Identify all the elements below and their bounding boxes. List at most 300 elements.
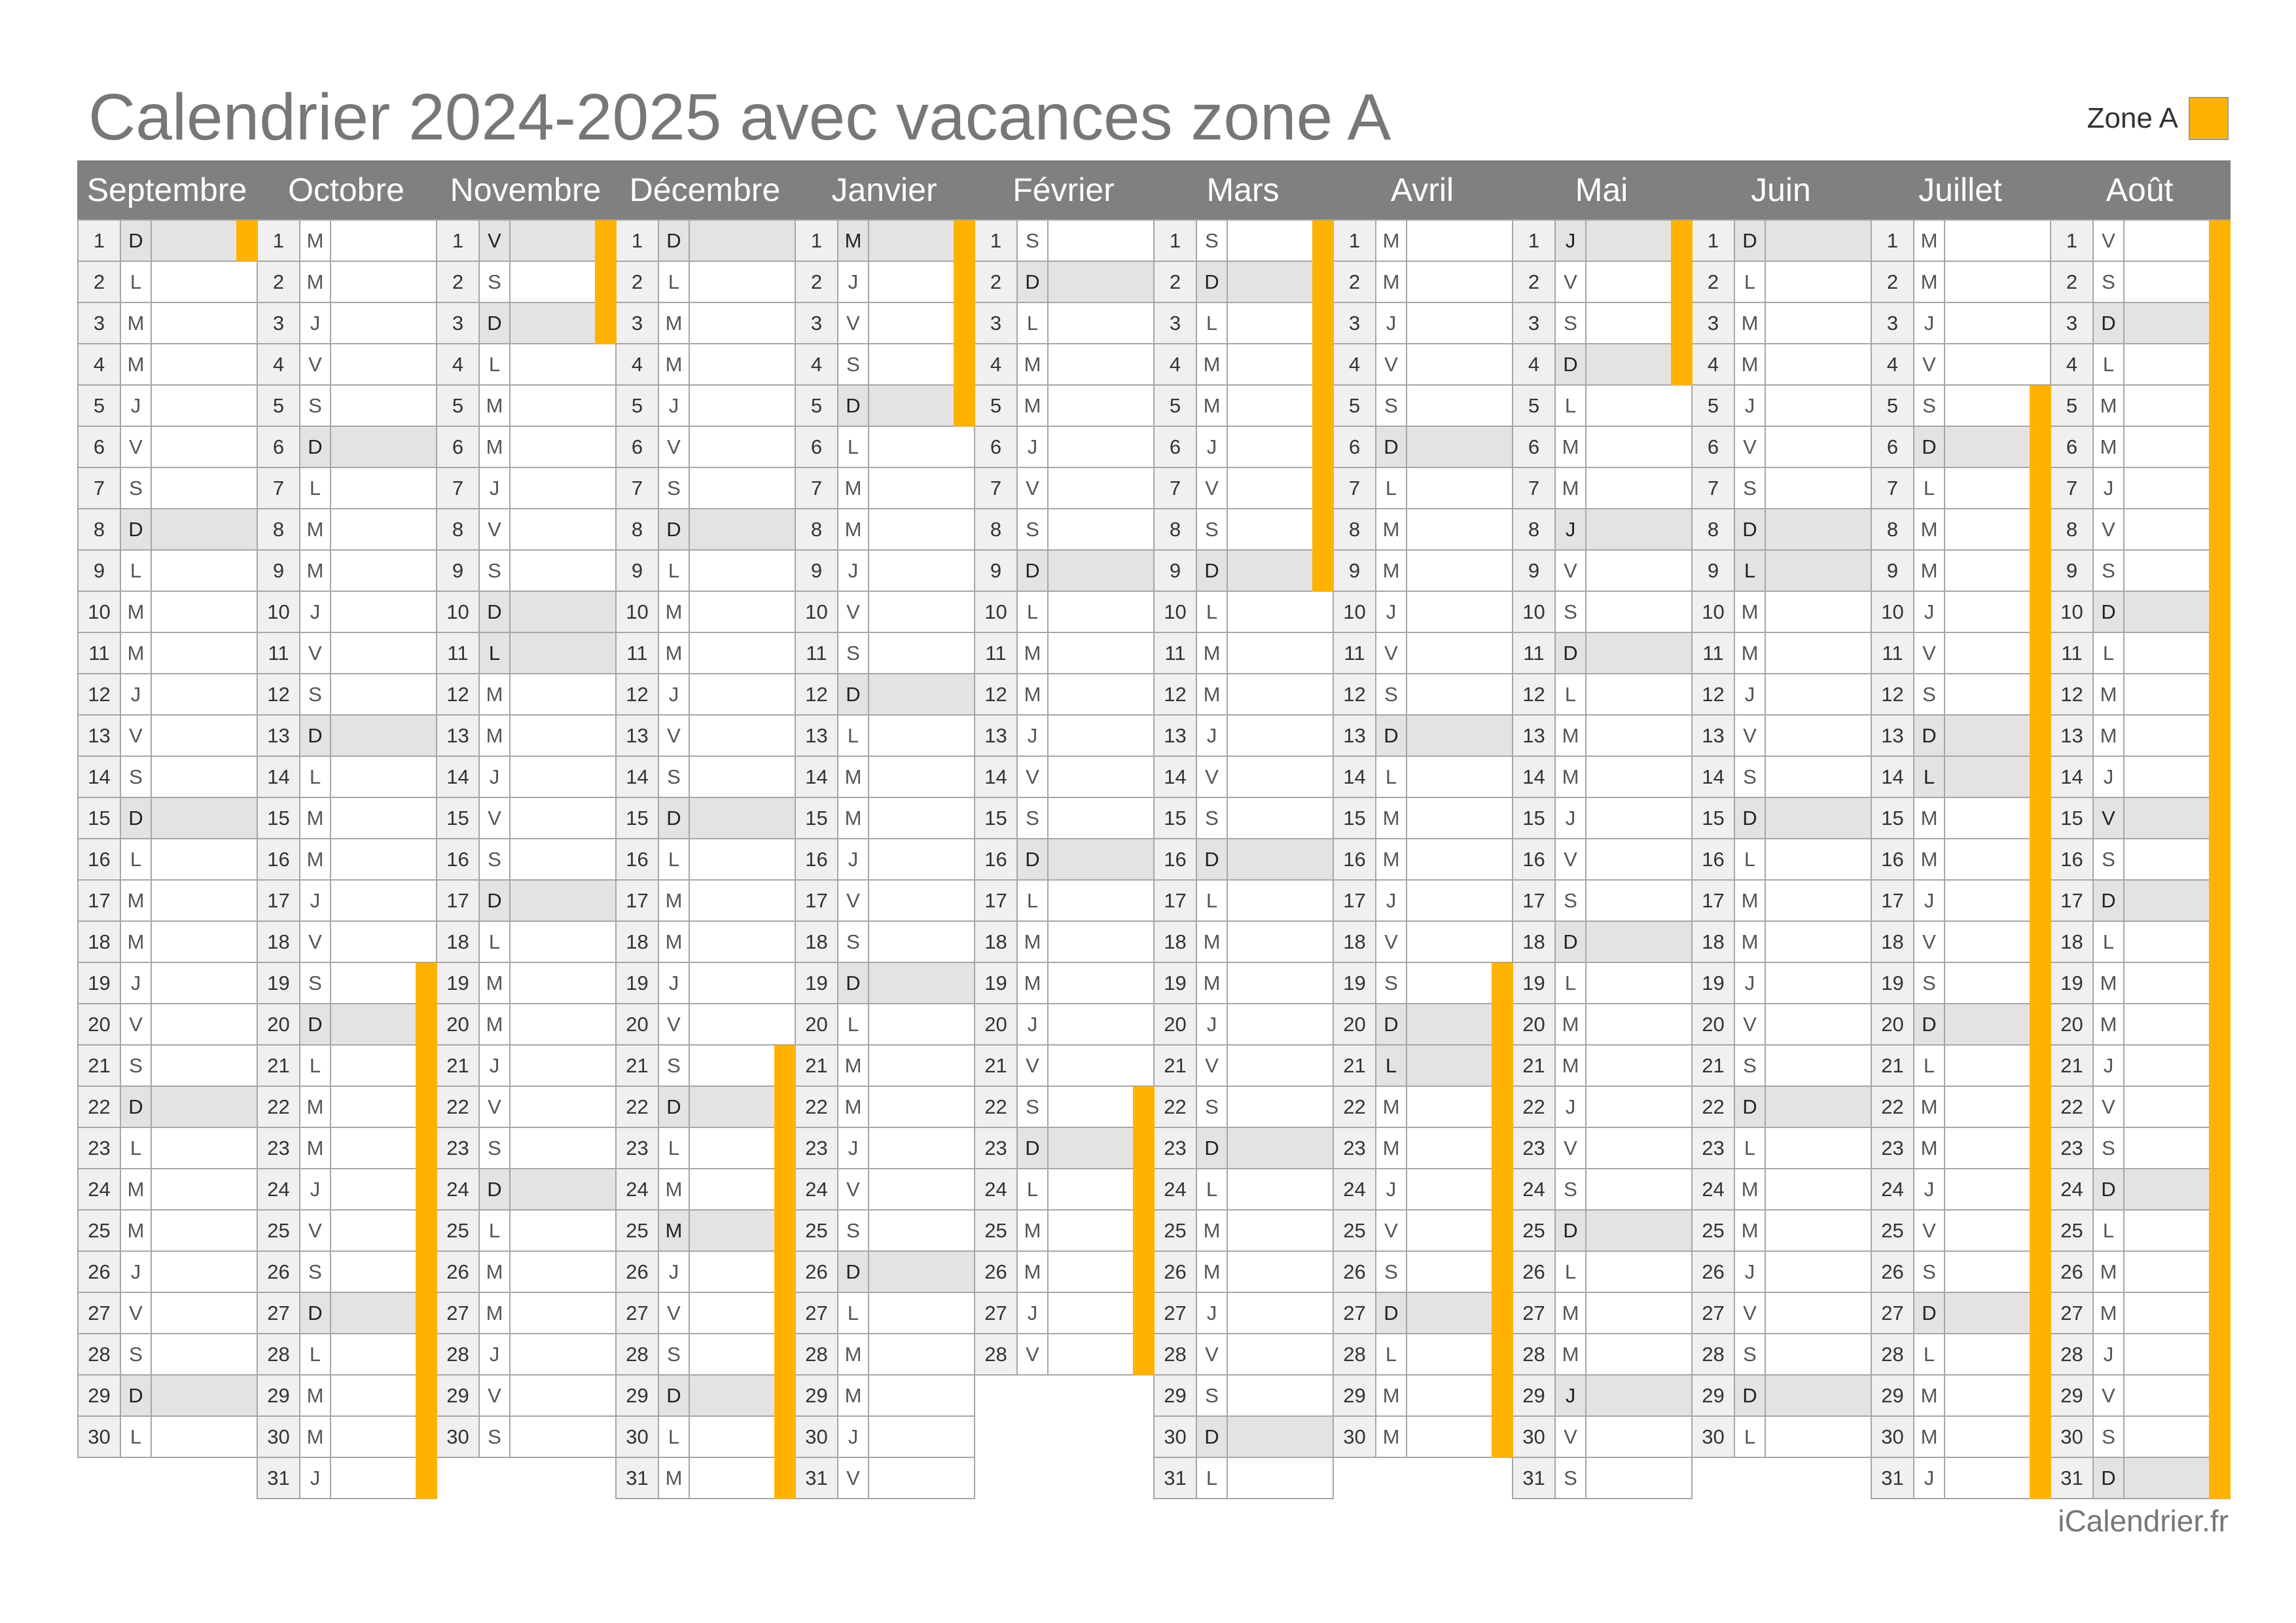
day-row — [436, 1209, 617, 1252]
day-row — [974, 673, 1155, 716]
day-row — [795, 921, 975, 963]
vacation-marker — [1312, 427, 1334, 468]
day-notes-cell — [1585, 1457, 1693, 1499]
day-number: 4 — [1333, 343, 1376, 386]
weekday-letter: L — [120, 261, 152, 303]
day-notes-cell — [2123, 1374, 2231, 1417]
day-number: 18 — [1333, 921, 1376, 963]
month-column — [1691, 219, 1872, 1458]
weekday-letter: D — [837, 673, 869, 716]
day-row — [615, 673, 796, 716]
day-row — [1512, 632, 1693, 674]
vacation-marker — [2030, 1458, 2051, 1499]
day-notes-cell — [689, 1333, 796, 1376]
day-row — [1871, 549, 2051, 592]
day-notes-cell — [509, 1085, 617, 1128]
weekday-letter: S — [1196, 797, 1228, 839]
day-notes-cell — [1765, 426, 1872, 468]
day-row — [795, 384, 975, 427]
vacation-marker — [2030, 922, 2051, 963]
vacation-marker — [954, 386, 975, 427]
day-notes-cell — [689, 1374, 796, 1417]
day-row — [257, 1168, 437, 1211]
day-number: 5 — [1691, 384, 1735, 427]
day-number: 19 — [77, 962, 121, 1004]
day-row — [2050, 1374, 2231, 1417]
day-notes-cell — [1406, 1250, 1513, 1293]
day-row — [1153, 426, 1334, 468]
day-row — [1691, 756, 1872, 798]
month-column — [1871, 219, 2051, 1499]
vacation-marker — [416, 963, 437, 1004]
day-notes-cell — [151, 384, 258, 427]
day-notes-cell — [1944, 921, 2051, 963]
day-row — [2050, 1209, 2231, 1252]
day-number: 28 — [615, 1333, 659, 1376]
day-row — [1691, 219, 1872, 262]
day-row — [77, 1333, 258, 1376]
day-number: 14 — [1333, 756, 1376, 798]
legend-label: Zone A — [2087, 102, 2178, 134]
day-notes-cell — [1406, 1044, 1513, 1087]
day-row — [1333, 632, 1513, 674]
day-notes-cell — [868, 1250, 975, 1293]
day-row — [1691, 1415, 1872, 1458]
weekday-letter: D — [1913, 714, 1945, 757]
weekday-letter: D — [1554, 1209, 1587, 1252]
weekday-letter: S — [1554, 879, 1587, 922]
day-number: 12 — [795, 673, 838, 716]
day-notes-cell — [1406, 1127, 1513, 1169]
vacation-marker — [774, 1046, 796, 1087]
day-row — [436, 261, 617, 303]
day-notes-cell — [1944, 756, 2051, 798]
day-number: 13 — [436, 714, 480, 757]
day-row — [1153, 1003, 1334, 1046]
day-number: 7 — [1691, 467, 1735, 509]
weekday-letter: V — [478, 1085, 511, 1128]
day-notes-cell — [1227, 1457, 1334, 1499]
day-number: 28 — [1512, 1333, 1556, 1376]
day-row — [1333, 1292, 1513, 1334]
weekday-letter: S — [1734, 467, 1766, 509]
day-notes-cell — [151, 1085, 258, 1128]
day-notes-cell — [868, 797, 975, 839]
day-row — [1871, 797, 2051, 839]
weekday-letter: V — [1375, 921, 1407, 963]
day-notes-cell — [1765, 1209, 1872, 1252]
day-notes-cell — [1944, 1168, 2051, 1211]
day-notes-cell — [1406, 756, 1513, 798]
weekday-letter: V — [658, 1292, 690, 1334]
day-number: 12 — [77, 673, 121, 716]
month-column — [257, 219, 437, 1499]
day-row — [436, 219, 617, 262]
day-row — [257, 838, 437, 881]
day-notes-cell — [151, 1333, 258, 1376]
weekday-letter: V — [837, 591, 869, 633]
vacation-marker — [2209, 674, 2231, 716]
vacation-marker — [2030, 468, 2051, 509]
day-notes-cell — [1227, 838, 1334, 881]
day-row — [1512, 1374, 1693, 1417]
day-notes-cell — [1047, 1250, 1155, 1293]
day-notes-cell — [868, 1415, 975, 1458]
day-notes-cell — [1585, 838, 1693, 881]
weekday-letter: V — [1913, 632, 1945, 674]
day-notes-cell — [2123, 921, 2231, 963]
day-number: 3 — [436, 302, 480, 344]
day-notes-cell — [868, 714, 975, 757]
day-row — [2050, 426, 2231, 468]
day-notes-cell — [868, 426, 975, 468]
day-row — [77, 1127, 258, 1169]
day-notes-cell — [151, 302, 258, 344]
month-header: Mars — [1206, 172, 1280, 208]
day-notes-cell — [1765, 879, 1872, 922]
day-number: 24 — [795, 1168, 838, 1211]
day-number: 13 — [1871, 714, 1914, 757]
day-row — [1871, 632, 2051, 674]
day-number: 17 — [615, 879, 659, 922]
day-notes-cell — [1047, 1127, 1155, 1169]
day-row — [1691, 508, 1872, 551]
day-row — [1153, 632, 1334, 674]
day-row — [974, 838, 1155, 881]
day-notes-cell — [151, 1044, 258, 1087]
day-row — [1871, 261, 2051, 303]
weekday-letter: V — [2092, 797, 2125, 839]
day-notes-cell — [1585, 714, 1693, 757]
day-row — [436, 714, 617, 757]
day-number: 8 — [2050, 508, 2094, 551]
day-notes-cell — [1227, 632, 1334, 674]
vacation-marker — [1671, 344, 1693, 386]
weekday-letter: J — [1196, 426, 1228, 468]
day-row — [2050, 508, 2231, 551]
weekday-letter: D — [1554, 921, 1587, 963]
day-row — [436, 673, 617, 716]
day-number: 28 — [1333, 1333, 1376, 1376]
day-number: 16 — [1512, 838, 1556, 881]
day-row — [1871, 838, 2051, 881]
weekday-letter: L — [2092, 343, 2125, 386]
weekday-letter: J — [120, 384, 152, 427]
day-row — [1512, 384, 1693, 427]
day-number: 17 — [257, 879, 300, 922]
day-number: 23 — [257, 1127, 300, 1169]
weekday-letter: M — [658, 343, 690, 386]
day-number: 31 — [2050, 1457, 2094, 1499]
day-notes-cell — [509, 1003, 617, 1046]
day-row — [77, 632, 258, 674]
day-number: 23 — [974, 1127, 1018, 1169]
day-notes-cell — [151, 1250, 258, 1293]
weekday-letter: S — [1016, 219, 1049, 262]
vacation-marker — [1312, 551, 1334, 592]
day-row — [257, 1415, 437, 1458]
day-notes-cell — [151, 1415, 258, 1458]
day-number: 19 — [1153, 962, 1197, 1004]
day-number: 1 — [2050, 219, 2094, 262]
weekday-letter: M — [1375, 508, 1407, 551]
weekday-letter: V — [1016, 756, 1049, 798]
weekday-letter: J — [1913, 879, 1945, 922]
day-number: 1 — [1512, 219, 1556, 262]
day-notes-cell — [151, 962, 258, 1004]
day-number: 25 — [2050, 1209, 2094, 1252]
day-row — [1153, 962, 1334, 1004]
day-row — [795, 797, 975, 839]
day-row — [615, 921, 796, 963]
day-row — [1512, 467, 1693, 509]
day-number: 6 — [1512, 426, 1556, 468]
day-notes-cell — [330, 962, 437, 1004]
weekday-letter: M — [120, 343, 152, 386]
day-row — [1512, 1209, 1693, 1252]
weekday-letter: S — [1196, 1374, 1228, 1417]
day-row — [795, 632, 975, 674]
day-number: 29 — [436, 1374, 480, 1417]
day-notes-cell — [2123, 219, 2231, 262]
day-row — [1691, 1127, 1872, 1169]
day-notes-cell — [1944, 508, 2051, 551]
day-row — [1333, 549, 1513, 592]
day-number: 11 — [1691, 632, 1735, 674]
day-notes-cell — [509, 673, 617, 716]
day-notes-cell — [1765, 797, 1872, 839]
day-number: 18 — [1691, 921, 1735, 963]
weekday-letter: S — [658, 756, 690, 798]
day-notes-cell — [1047, 838, 1155, 881]
day-notes-cell — [1765, 1044, 1872, 1087]
day-notes-cell — [1227, 426, 1334, 468]
day-number: 31 — [1153, 1457, 1197, 1499]
day-notes-cell — [2123, 673, 2231, 716]
day-row — [974, 921, 1155, 963]
day-number: 19 — [436, 962, 480, 1004]
day-number: 7 — [77, 467, 121, 509]
weekday-letter: D — [478, 591, 511, 633]
day-number: 19 — [615, 962, 659, 1004]
day-notes-cell — [1944, 879, 2051, 922]
day-number: 20 — [436, 1003, 480, 1046]
day-number: 2 — [1333, 261, 1376, 303]
day-number: 29 — [615, 1374, 659, 1417]
day-notes-cell — [1406, 1209, 1513, 1252]
day-row — [795, 1415, 975, 1458]
day-notes-cell — [2123, 549, 2231, 592]
day-number: 24 — [77, 1168, 121, 1211]
weekday-letter: M — [658, 879, 690, 922]
weekday-letter: J — [478, 756, 511, 798]
day-notes-cell — [1585, 756, 1693, 798]
vacation-marker — [1133, 1293, 1155, 1334]
day-notes-cell — [330, 1044, 437, 1087]
weekday-letter: S — [2092, 1415, 2125, 1458]
vacation-marker — [2209, 303, 2231, 344]
weekday-letter: V — [299, 632, 331, 674]
day-number: 30 — [615, 1415, 659, 1458]
day-notes-cell — [1765, 591, 1872, 633]
day-notes-cell — [1765, 632, 1872, 674]
day-number: 17 — [2050, 879, 2094, 922]
day-notes-cell — [689, 302, 796, 344]
day-notes-cell — [330, 384, 437, 427]
weekday-letter: M — [1375, 1085, 1407, 1128]
day-number: 27 — [1691, 1292, 1735, 1334]
day-notes-cell — [1227, 1003, 1334, 1046]
day-row — [2050, 879, 2231, 922]
vacation-marker — [2209, 1376, 2231, 1417]
day-row — [1512, 838, 1693, 881]
vacation-marker — [2030, 1252, 2051, 1293]
day-number: 18 — [436, 921, 480, 963]
day-notes-cell — [509, 714, 617, 757]
day-notes-cell — [1585, 1374, 1693, 1417]
vacation-marker — [416, 1128, 437, 1169]
day-row — [974, 302, 1155, 344]
day-number: 15 — [974, 797, 1018, 839]
vacation-marker — [1671, 262, 1693, 303]
weekday-letter: S — [658, 1044, 690, 1087]
vacation-marker — [1312, 262, 1334, 303]
day-number: 14 — [1691, 756, 1735, 798]
day-row — [974, 714, 1155, 757]
day-notes-cell — [1944, 1292, 2051, 1334]
day-row — [436, 508, 617, 551]
day-row — [1333, 1044, 1513, 1087]
weekday-letter: M — [1734, 1168, 1766, 1211]
day-row — [1512, 921, 1693, 963]
day-number: 8 — [615, 508, 659, 551]
weekday-letter: D — [120, 508, 152, 551]
weekday-letter: M — [1913, 1415, 1945, 1458]
day-row — [1153, 384, 1334, 427]
day-row — [1871, 426, 2051, 468]
vacation-marker — [774, 1334, 796, 1376]
weekday-letter: V — [299, 921, 331, 963]
vacation-marker — [1312, 509, 1334, 551]
day-notes-cell — [1765, 1415, 1872, 1458]
vacation-marker — [236, 221, 258, 262]
vacation-marker — [2209, 1211, 2231, 1252]
vacation-marker — [2209, 1004, 2231, 1046]
day-row — [257, 962, 437, 1004]
day-number: 23 — [436, 1127, 480, 1169]
day-number: 22 — [1871, 1085, 1914, 1128]
vacation-marker — [2209, 798, 2231, 839]
day-notes-cell — [151, 219, 258, 262]
day-row — [257, 921, 437, 963]
weekday-letter: J — [120, 673, 152, 716]
weekday-letter: J — [1016, 1292, 1049, 1334]
month-header: Novembre — [450, 172, 601, 208]
day-number: 7 — [1512, 467, 1556, 509]
day-number: 27 — [257, 1292, 300, 1334]
day-notes-cell — [330, 1003, 437, 1046]
weekday-letter: S — [1913, 384, 1945, 427]
weekday-letter: J — [658, 384, 690, 427]
day-number: 4 — [974, 343, 1018, 386]
day-number: 18 — [1153, 921, 1197, 963]
weekday-letter: J — [120, 962, 152, 1004]
vacation-marker — [2209, 716, 2231, 757]
weekday-letter: M — [837, 756, 869, 798]
weekday-letter: M — [837, 508, 869, 551]
weekday-letter: M — [299, 1127, 331, 1169]
day-notes-cell — [2123, 591, 2231, 633]
weekday-letter: D — [2092, 879, 2125, 922]
day-row — [1512, 756, 1693, 798]
day-number: 5 — [1512, 384, 1556, 427]
weekday-letter: S — [1375, 1250, 1407, 1293]
day-notes-cell — [1047, 756, 1155, 798]
day-number: 18 — [77, 921, 121, 963]
day-row — [257, 219, 437, 262]
day-number: 5 — [615, 384, 659, 427]
weekday-letter: V — [120, 714, 152, 757]
weekday-letter: D — [1734, 219, 1766, 262]
weekday-letter: L — [658, 838, 690, 881]
day-row — [1512, 797, 1693, 839]
weekday-letter: M — [299, 1374, 331, 1417]
weekday-letter: J — [837, 1127, 869, 1169]
day-notes-cell — [509, 549, 617, 592]
day-row — [77, 549, 258, 592]
day-notes-cell — [1765, 1374, 1872, 1417]
weekday-letter: J — [1375, 1168, 1407, 1211]
day-row — [77, 756, 258, 798]
day-row — [1333, 1168, 1513, 1211]
day-notes-cell — [330, 219, 437, 262]
day-row — [257, 1457, 437, 1499]
day-notes-cell — [1227, 1085, 1334, 1128]
day-number: 26 — [974, 1250, 1018, 1293]
day-row — [1153, 756, 1334, 798]
day-number: 29 — [77, 1374, 121, 1417]
day-number: 19 — [1512, 962, 1556, 1004]
day-number: 5 — [2050, 384, 2094, 427]
day-notes-cell — [509, 591, 617, 633]
day-notes-cell — [1047, 467, 1155, 509]
day-number: 31 — [615, 1457, 659, 1499]
day-notes-cell — [689, 632, 796, 674]
weekday-letter: D — [1196, 838, 1228, 881]
day-notes-cell — [1047, 714, 1155, 757]
day-number: 24 — [257, 1168, 300, 1211]
day-row — [795, 1003, 975, 1046]
day-row — [1691, 343, 1872, 386]
weekday-letter: M — [120, 1168, 152, 1211]
day-notes-cell — [2123, 797, 2231, 839]
day-number: 5 — [795, 384, 838, 427]
weekday-letter: M — [1734, 343, 1766, 386]
day-number: 13 — [974, 714, 1018, 757]
day-number: 12 — [1691, 673, 1735, 716]
day-row — [257, 467, 437, 509]
weekday-letter: V — [299, 1209, 331, 1252]
weekday-letter: D — [299, 1292, 331, 1334]
vacation-marker — [416, 1169, 437, 1211]
day-number: 15 — [257, 797, 300, 839]
day-notes-cell — [330, 714, 437, 757]
weekday-letter: L — [658, 1127, 690, 1169]
day-number: 10 — [795, 591, 838, 633]
weekday-letter: M — [1016, 1209, 1049, 1252]
day-row — [1333, 921, 1513, 963]
day-row — [1871, 1085, 2051, 1128]
